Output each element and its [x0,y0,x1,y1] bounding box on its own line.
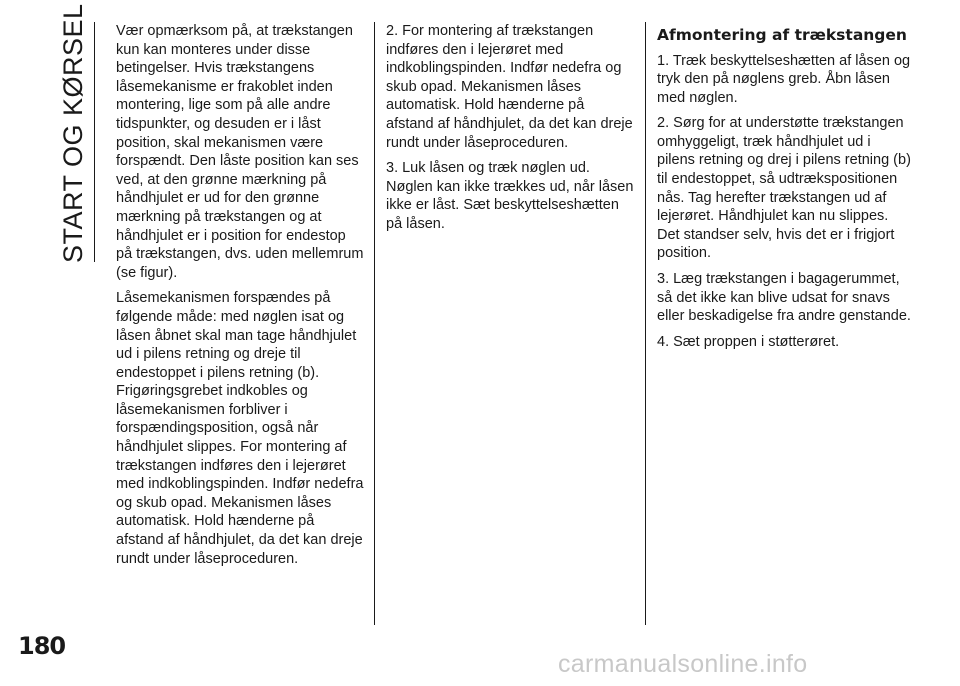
text-column-2 [386,22,634,241]
section-heading: Afmontering af trækstangen [657,26,907,44]
section-title-text: START OG KØRSEL [58,3,88,263]
watermark: carmanualsonline.info [558,650,808,678]
paragraph: 4. Sæt proppen i støtterøret. [657,333,840,350]
column-divider [374,22,375,625]
paragraph: 1. Træk beskyttelseshætten af låsen og tryk den på nøglens greb. Åbn låsen med nøglen. [657,52,911,106]
paragraph: 2. For montering af trækstangen indføres den i lejerøret med indkoblingspinden. Indfør nedefra og skub opad. Mekanismen låses automatisk. Hold hænderne på afstand af håndhjulet, da det kan dreje rundt under låseproceduren. [386,23,633,151]
paragraph: 2. Sørg for at understøtte trækstangen omhyggeligt, træk håndhjulet ud i pilens retning og drej i pilens retning (b) til endestoppet, så udtrækspositionen nås. Tag herefter trækstangen ud af lejerøret. Håndhjulet kan nu slippes. Det standser selv, hvis det er i frigjort position. [657,115,911,262]
paragraph: 3. Luk låsen og træk nøglen ud. Nøglen kan ikke trækkes ud, når låsen ikke er låst. Sæt beskyttelseshætten på låsen. [386,160,634,232]
section-divider [94,22,95,262]
text-column-1 [116,22,364,575]
page-number: 180 [18,632,66,660]
text-column-3 [657,22,911,358]
column-divider [645,22,646,625]
paragraph: Vær opmærksom på, at trækstangen kun kan monteres under disse betingelser. Hvis trækstangens låsemekanisme er frakoblet inden montering, lige som på alle andre tidspunkter, og desuden er i låst position, skal mekanismen være forspændt. Den låste position kan ses ved, at den grønne mærkning på håndhjulet er ud for den grønne mærkning på trækstangen og at håndhjulet er i position for endestop på trækstangen, dvs. uden mellemrum (se figur). [116,23,364,281]
paragraph: 3. Læg trækstangen i bagagerummet, så det ikke kan blive udsat for snavs eller beskadigelse fra andre genstande. [657,271,911,325]
paragraph: Låsemekanismen forspændes på følgende måde: med nøglen isat og låsen åbnet skal man tage håndhjulet ud i pilens retning og dreje til endestoppet i pilens retning (b). Frigøringsgrebet indkobles og låsemekanismen forbliver i forspændingsposition, også når håndhjulet slippes. For montering af trækstangen indføres den i lejerøret med indkoblingspinden. Indfør nedefra og skub opad. Mekanismen låses automatisk. Hold hænderne på afstand af håndhjulet, da det kan dreje rundt under låseproceduren. [116,290,364,567]
